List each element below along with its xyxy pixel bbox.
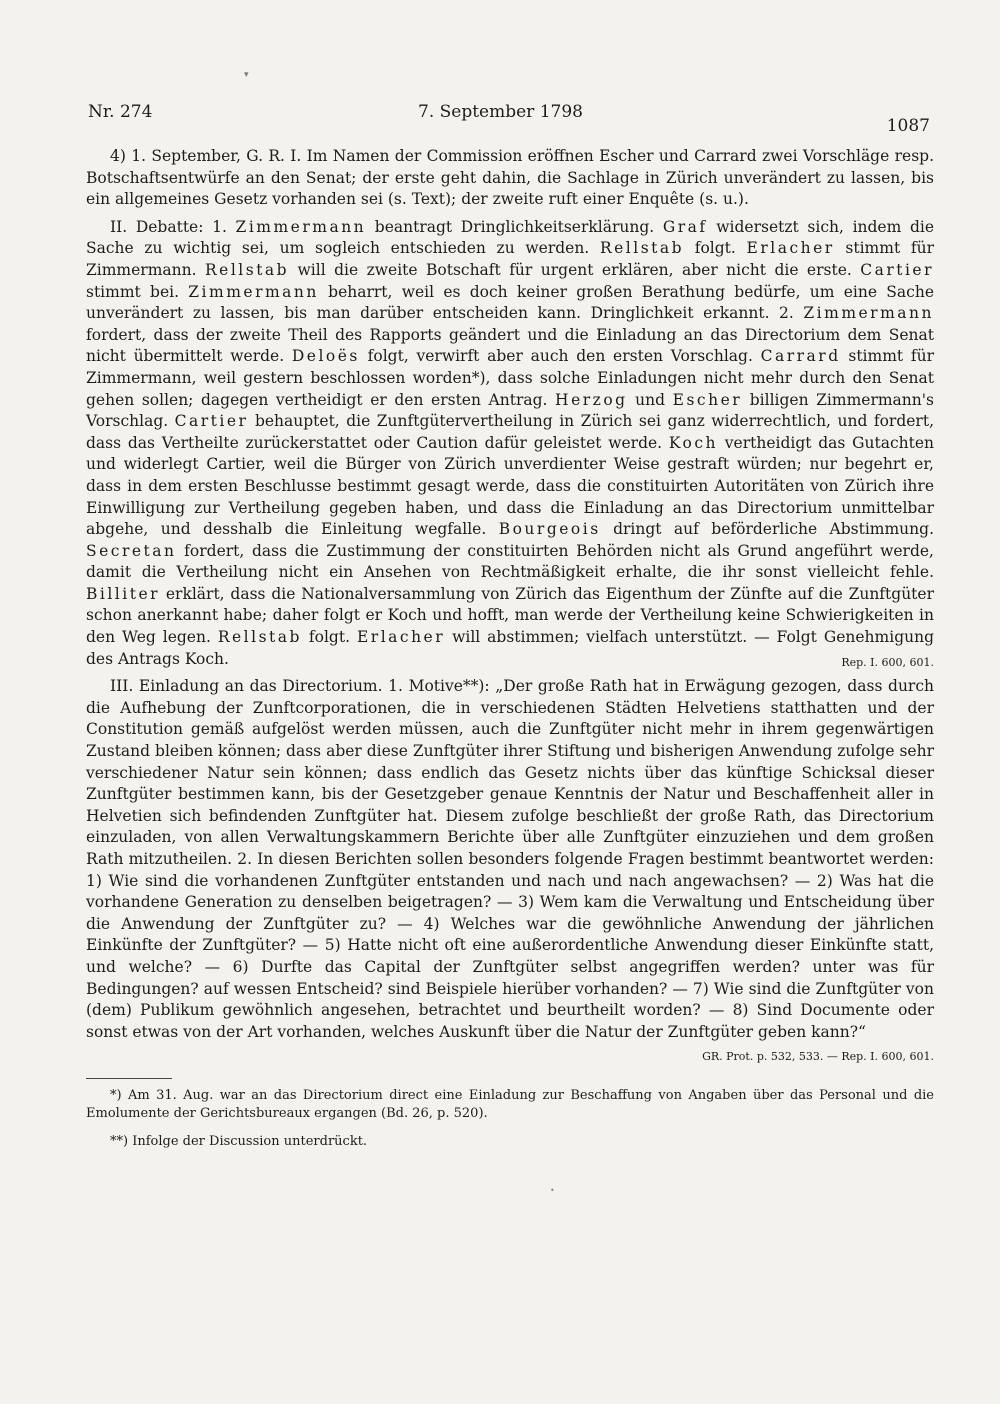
speaker-name: Herzog xyxy=(555,390,628,409)
scan-mark: ▾ xyxy=(244,70,249,80)
document-date: 7. September 1798 xyxy=(418,102,583,122)
debate-segment: dringt auf beförderliche Abstimmung. xyxy=(600,520,934,539)
speaker-name: Rellstab xyxy=(217,628,302,647)
speaker-name: Koch xyxy=(668,433,719,452)
paragraph-debate xyxy=(86,217,934,670)
debate-segment: fordert, dass die Zustimmung der constituirten Behörden nicht als Grund angeführt werde, damit die Vertheilung nicht ein Ansehen von Rechtmäßigkeit erhalte, die ihr sonst vielleicht fehle. xyxy=(86,541,934,582)
debate-segment: beantragt Dringlichkeitserklärung. xyxy=(366,217,663,236)
footnote-1: *) Am 31. Aug. war an das Directorium direct eine Einladung zur Beschaffung von Angaben über das Personal und die Emolumente der Gerichtsbureaux ergangen (Bd. 26, p. 520). xyxy=(86,1087,934,1121)
scan-speck: • xyxy=(550,1186,555,1195)
citation-protocol: GR. Prot. p. 532, 533. — Rep. I. 600, 601. xyxy=(702,1050,934,1064)
speaker-name: Graf xyxy=(662,217,708,236)
debate-segment: stimmt für Zimmermann, weil gestern beschlossen worden*), dass solche Einladungen nicht mehr durch den Senat gehen sollen; dagegen vertheidigt er den ersten Antrag. xyxy=(86,347,934,409)
debate-segment: II. Debatte: 1. xyxy=(110,217,236,236)
speaker-name: Erlacher xyxy=(746,239,835,258)
speaker-name: Escher xyxy=(672,390,743,409)
paragraph-commission: 4) 1. September, G. R. I. Im Namen der Commission eröffnen Escher und Carrard zwei Vorschläge resp. Botschaftsentwürfe an den Senat; der erste geht dahin, die Sachlage in Zürich unverändert zu lassen, bis ein allgemeines Gesetz vorhanden sei (s. Text); der zweite ruft einer Enquête (s. u.). xyxy=(86,147,934,209)
debate-segment: vertheidigt das Gutachten und widerlegt Cartier, weil die Bürger von Zürich unverdienter Weise gestraft würden; nur begehrt er, dass in dem ersten Beschlusse bestimmt gesagt werde, dass die constituirten Autoritäten von Zürich ihre Einwilligung zur Vertheilung gegeben haben, und dass die Einladung an das Directorium unmittelbar abgehe, und desshalb die Einleitung wegfalle. xyxy=(86,433,934,539)
paragraph-invitation xyxy=(86,676,934,1064)
debate-segment: erklärt, dass die Nationalversammlung von Zürich das Eigenthum der Zünfte auf die Zunftgüter schon anerkannt habe; daher folgt er Koch und hofft, man werde der Vertheilung keine Schwierigkeiten in den Weg legen. xyxy=(86,584,934,647)
footnote-divider xyxy=(86,1078,172,1079)
debate-segment: fordert, dass der zweite Theil des Rapports geändert und die Einladung an das Directorium dem Senat nicht übermittelt werde. xyxy=(86,325,934,366)
debate-segment: widersetzt sich, indem die Sache zu wichtig sei, um sogleich entschieden zu werden. xyxy=(86,217,935,258)
speaker-name: Secretan xyxy=(86,541,177,560)
speaker-name: Bourgeois xyxy=(498,520,601,539)
debate-segment: beharrt, weil es doch keiner großen Berathung bedürfe, um eine Sache unverändert zu lassen, bis man darüber entscheiden kann. Dringlichkeit erkannt. 2. xyxy=(86,282,934,323)
speaker-name: Zimmermann xyxy=(188,282,319,301)
debate-text xyxy=(86,218,934,668)
debate-segment: stimmt bei. xyxy=(86,282,189,301)
speaker-name: Erlacher xyxy=(356,628,446,647)
speaker-name: Zimmermann xyxy=(803,304,934,323)
document-number: Nr. 274 xyxy=(88,102,153,122)
speaker-name: Billiter xyxy=(86,584,161,603)
speaker-name: Deloës xyxy=(291,347,360,366)
page-number: 1087 xyxy=(886,116,930,136)
speaker-name: Rellstab xyxy=(204,260,290,279)
page-header xyxy=(88,102,930,142)
debate-segment: will abstimmen; vielfach unterstützt. — Folgt Genehmigung des Antrags Koch. xyxy=(86,628,935,668)
debate-segment: folgt, verwirft aber auch den ersten Vorschlag. xyxy=(359,347,761,366)
debate-segment: folgt. xyxy=(684,239,747,258)
debate-segment: stimmt für Zimmermann. xyxy=(86,239,934,279)
speaker-name: Zimmermann xyxy=(235,217,367,236)
debate-segment: billigen Zimmermann's Vorschlag. xyxy=(86,390,934,431)
body-text xyxy=(86,146,934,1161)
invitation-text: III. Einladung an das Directorium. 1. Motive**): „Der große Rath hat in Erwägung gezogen, dass durch die Aufhebung der Zunftcorporationen, die in verschiedenen Städten Helvetiens statthatten und der Constitution gemäß aufgelöst werden müssen, auch die Zunftgüter nicht mehr in ihrem gegenwärtigen Zustand bleiben können; dass aber diese Zunftgüter ihrer Stiftung und bisherigen Anwendung zufolge sehr verschiedener Natur sein können; dass endlich das Gesetz nichts über das künftige Schicksal dieser Zunftgüter bestimmen kann, bis der Gesetzgeber genaue Kenntnis der Natur und Beschaffenheit aller in Helvetien sich befindenden Zunftgüter hat. Diesem zufolge beschließt der große Rath, das Directorium einzuladen, von allen Verwaltungskammern Berichte über alle Zunftgüter einzuziehen und dem großen Rath mitzutheilen. 2. In diesen Berichten sollen besonders folgende Fragen bestimmt beantwortet werden: 1) Wie sind die vorhandenen Zunftgüter entstanden und nach und nach angewachsen? — 2) Was hat die vorhandene Generation zu denselben beigetragen? — 3) Wem kam die Verwaltung und Entscheidung über die Anwendung der Zunftgüter zu? — 4) Welches war die gewöhnliche Anwendung der jährlichen Einkünfte der Zunftgüter? — 5) Hatte nicht oft eine außerordentliche Anwendung dieser Einkünfte statt, und welche? — 6) Durfte das Capital der Zunftgüter selbst angegriffen werden? unter was für Bedingungen? auf wessen Entscheid? sind Beispiele hierüber vorhanden? — 7) Wie sind die Zunftgüter von (dem) Publikum gewöhnlich angesehen, betrachtet und beurtheilt worden? — 8) Sind Documente oder sonst etwas von der Art vorhanden, welches Auskunft über die Natur der Zunftgüter geben kann?“ xyxy=(86,677,934,1041)
speaker-name: Rellstab xyxy=(599,239,685,258)
debate-segment: und xyxy=(627,390,673,409)
citation-rep: Rep. I. 600, 601. xyxy=(841,655,934,669)
debate-segment: folgt. xyxy=(301,628,357,647)
debate-segment: will die zweite Botschaft für urgent erklären, aber nicht die erste. xyxy=(289,260,861,279)
speaker-name: Carrard xyxy=(760,347,841,366)
speaker-name: Cartier xyxy=(174,412,249,431)
speaker-name: Cartier xyxy=(860,260,935,279)
footnote-2: **) Infolge der Discussion unterdrückt. xyxy=(110,1133,368,1149)
debate-segment: behauptet, die Zunftgütervertheilung in Zürich sei ganz widerrechtlich, und fordert, dass das Vertheilte zurückerstattet oder Caution dafür geleistet werde. xyxy=(86,412,934,452)
